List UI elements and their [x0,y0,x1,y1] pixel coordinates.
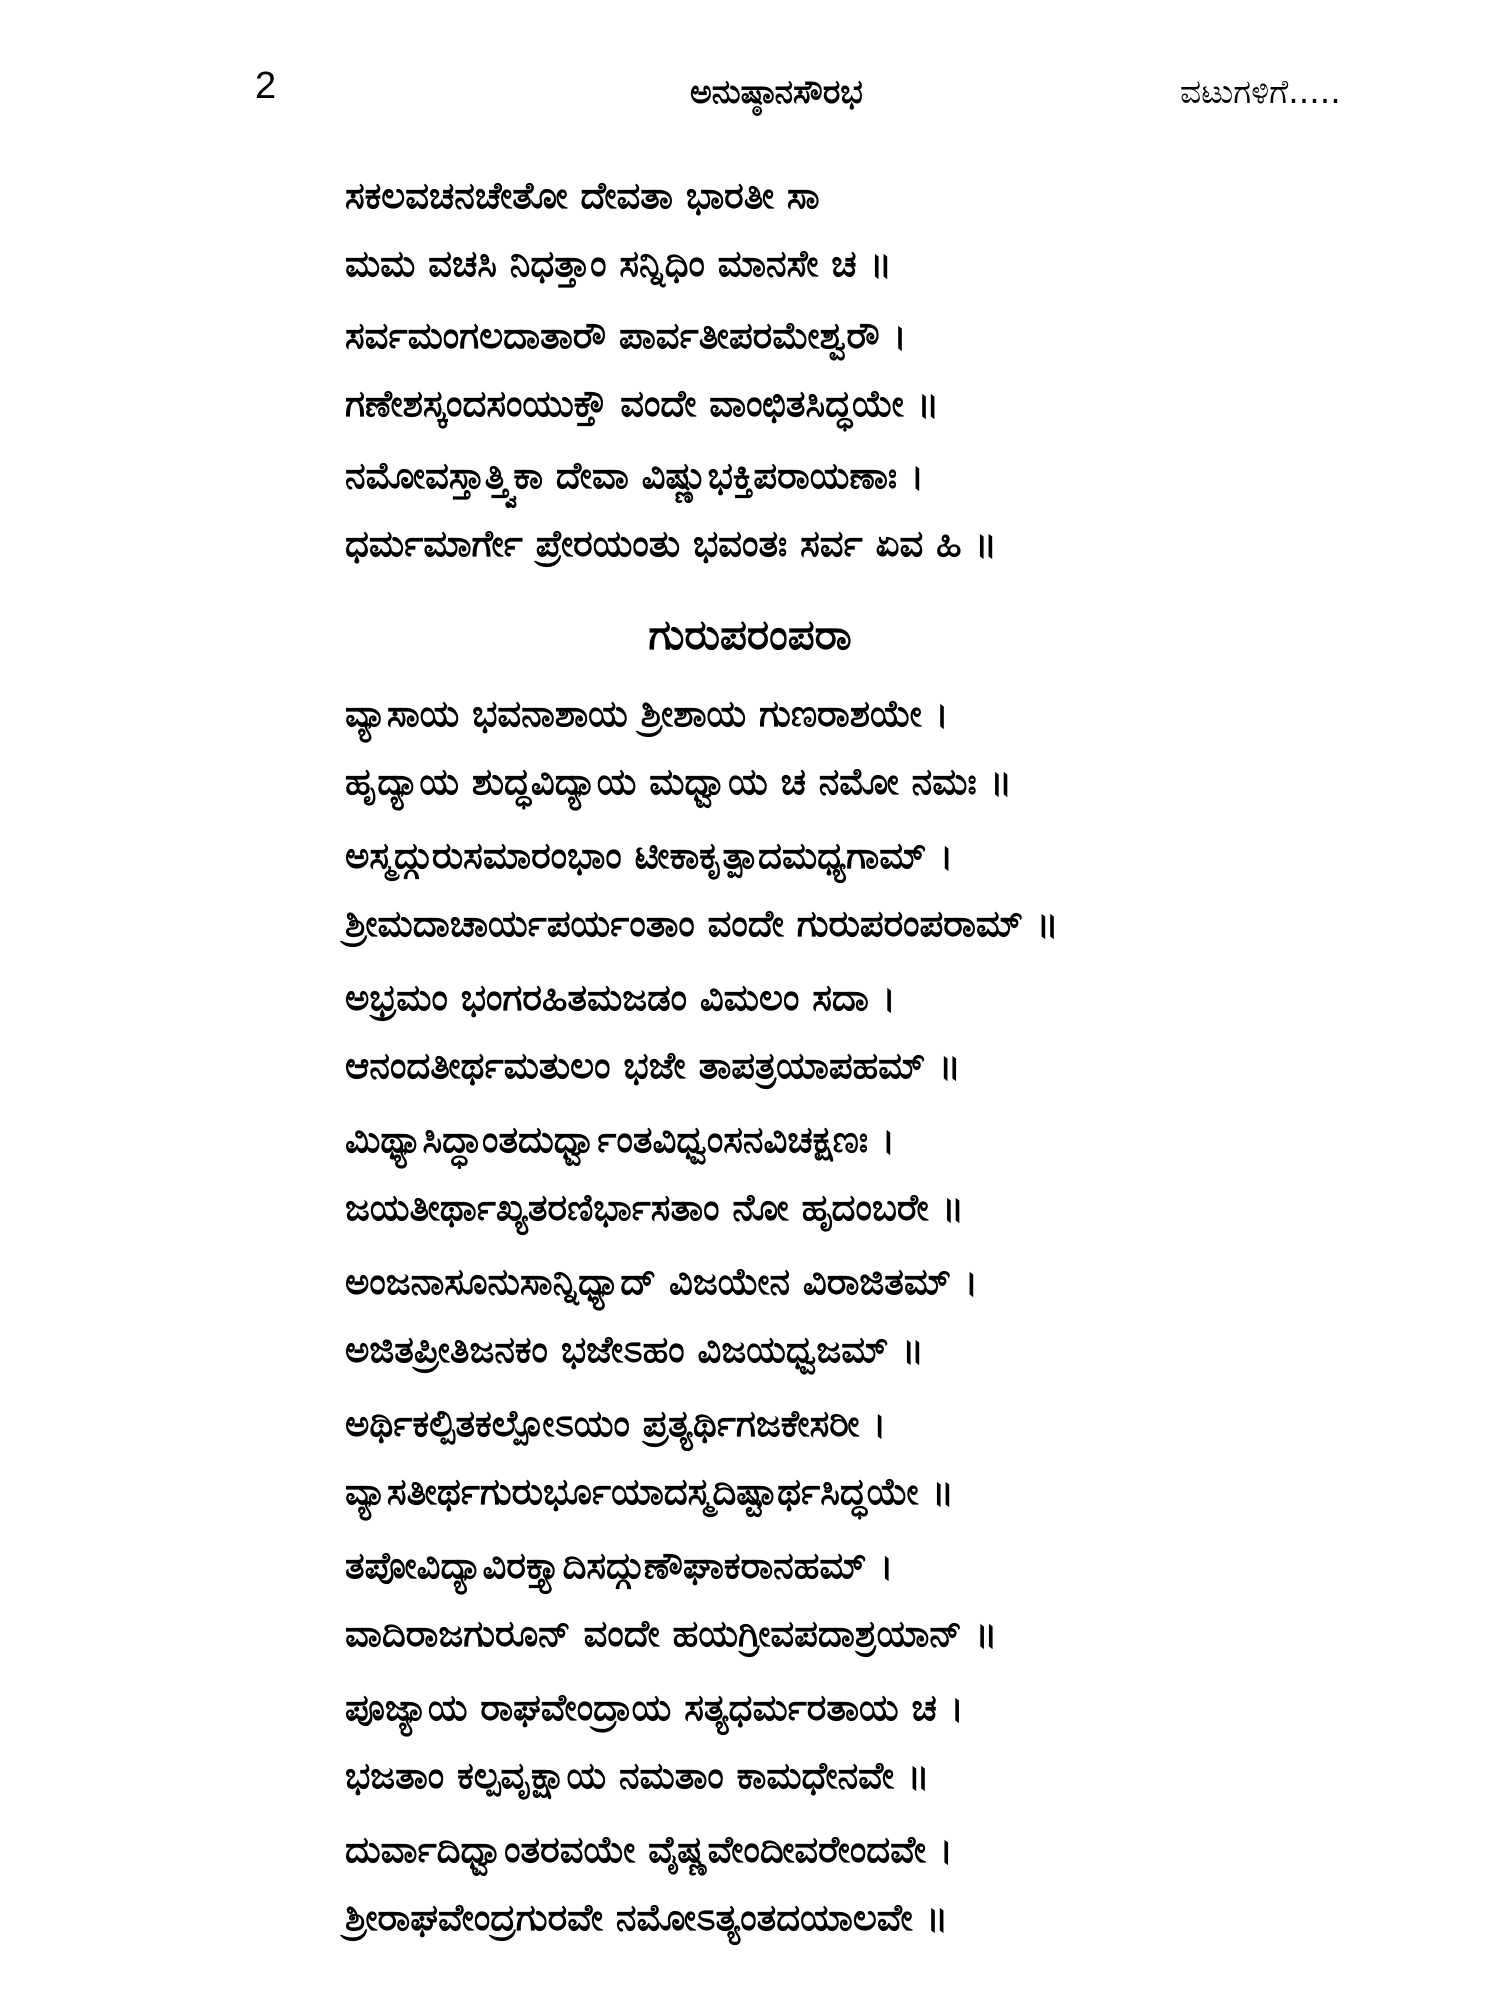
verse-line: ವ್ಯಾಸಾಯ ಭವನಾಶಾಯ ಶ್ರೀಶಾಯ ಗುಣರಾಶಯೇ । [345,692,949,735]
running-section-label: ವಟುಗಳಿಗೆ..... [1180,72,1341,111]
verse-line: ಭಜತಾಂ ಕಲ್ಪವೃಕ್ಷಾಯ ನಮತಾಂ ಕಾಮಧೇನವೇ ॥ [345,1754,930,1797]
guru-verse-9 [345,1816,1465,1952]
opening-verse-2 [345,302,1465,438]
guru-verse-8 [345,1674,1465,1810]
verse-line: ಅಂಜನಾಸೂನುಸಾನ್ನಿಧ್ಯಾದ್ ವಿಜಯೇನ ವಿರಾಜಿತಮ್ । [345,1260,979,1303]
verse-line: ತಪೋವಿದ್ಯಾವಿರಕ್ತ್ಯಾದಿಸದ್ಗುಣೌಘಾಕರಾನಹಮ್ । [345,1544,894,1587]
guru-verse-5 [345,1248,1465,1384]
verse-line: ಸರ್ವಮಂಗಲದಾತಾರೌ ಪಾರ್ವತೀಪರಮೇಶ್ವರೌ । [345,314,907,357]
guru-verse-4 [345,1106,1465,1242]
verse-line: ಶ್ರೀರಾಘವೇಂದ್ರಗುರವೇ ನಮೋಽತ್ಯಂತದಯಾಲವೇ ॥ [345,1896,949,1939]
guru-verse-3 [345,964,1465,1100]
verse-line: ಜಯತೀರ್ಥಾಖ್ಯತರಣಿರ್ಭಾಸತಾಂ ನೋ ಹೃದಂಬರೇ ॥ [345,1186,965,1229]
guru-verse-1 [345,680,1465,816]
running-title: ಅನುಷ್ಠಾನಸೌರಭ [690,72,863,111]
verse-line: ಅಜಿತಪ್ರೀತಿಜನಕಂ ಭಜೇಽಹಂ ವಿಜಯಧ್ವಜಮ್ ॥ [345,1328,924,1371]
page-number: 2 [255,65,277,107]
verse-line: ಅರ್ಥಿಕಲ್ಪಿತಕಲ್ಪೋಽಯಂ ಪ್ರತ್ಯರ್ಥಿಗಜಕೇಸರೀ । [345,1402,887,1445]
verse-line: ದುರ್ವಾದಿಧ್ವಾಂತರವಯೇ ವೈಷ್ಣವೇಂದೀವರೇಂದವೇ । [345,1828,953,1871]
verse-line: ಅಭ್ರಮಂ ಭಂಗರಹಿತಮಜಡಂ ವಿಮಲಂ ಸದಾ । [345,976,896,1019]
guru-verse-6 [345,1390,1465,1526]
verse-line: ಮಮ ವಚಸಿ ನಿಧತ್ತಾಂ ಸನ್ನಿಧಿಂ ಮಾನಸೇ ಚ ॥ [345,242,892,285]
verse-line: ಶ್ರೀಮದಾಚಾರ್ಯಪರ್ಯಂತಾಂ ವಂದೇ ಗುರುಪರಂಪರಾಮ್ ॥ [345,902,1059,945]
opening-verse-3 [345,442,1465,578]
verse-line: ಪೂಜ್ಯಾಯ ರಾಘವೇಂದ್ರಾಯ ಸತ್ಯಧರ್ಮರತಾಯ ಚ । [345,1686,964,1729]
verse-line: ಆನಂದತೀರ್ಥಮತುಲಂ ಭಜೇ ತಾಪತ್ರಯಾಪಹಮ್ ॥ [345,1044,961,1087]
guru-verse-2 [345,822,1465,958]
verse-line: ಧರ್ಮಮಾರ್ಗೇ ಪ್ರೇರಯಂತು ಭವಂತಃ ಸರ್ವ ಏವ ಹಿ ॥ [345,522,997,565]
opening-verse-1 [345,162,1465,298]
verse-line: ನಮೋವಸ್ತಾತ್ತ್ವಿಕಾ ದೇವಾ ವಿಷ್ಣುಭಕ್ತಿಪರಾಯಣಾಃ । [345,454,925,497]
verse-line: ಮಿಥ್ಯಾಸಿದ್ಧಾಂತದುರ್ಧ್ವಾಂತವಿಧ್ವಂಸನವಿಚಕ್ಷಣಃ । [345,1118,896,1161]
verse-line: ವಾದಿರಾಜಗುರೂನ್ ವಂದೇ ಹಯಗ್ರೀವಪದಾಶ್ರಯಾನ್ ॥ [345,1612,998,1655]
verse-line: ಸಕಲವಚನಚೇತೋ ದೇವತಾ ಭಾರತೀ ಸಾ [345,174,820,217]
verse-line: ಹೃದ್ಯಾಯ ಶುದ್ಧವಿದ್ಯಾಯ ಮಧ್ವಾಯ ಚ ನಮೋ ನಮಃ ॥ [345,760,1013,803]
page-header [0,62,1500,122]
guru-verse-7 [345,1532,1465,1668]
section-heading: ಗುರುಪರಂಪರಾ [648,610,852,659]
verse-line: ವ್ಯಾಸತೀರ್ಥಗುರುರ್ಭೂಯಾದಸ್ಮದಿಷ್ಟಾರ್ಥಸಿದ್ಧಯೇ ॥ [345,1470,954,1513]
verse-line: ಅಸ್ಮದ್ಗುರುಸಮಾರಂಭಾಂ ಟೀಕಾಕೃತ್ಪಾದಮಧ್ಯಗಾಮ್ । [345,834,954,877]
verse-line: ಗಣೇಶಸ್ಕಂದಸಂಯುಕ್ತೌ ವಂದೇ ವಾಂಛಿತಸಿದ್ಧಯೇ ॥ [345,382,940,425]
